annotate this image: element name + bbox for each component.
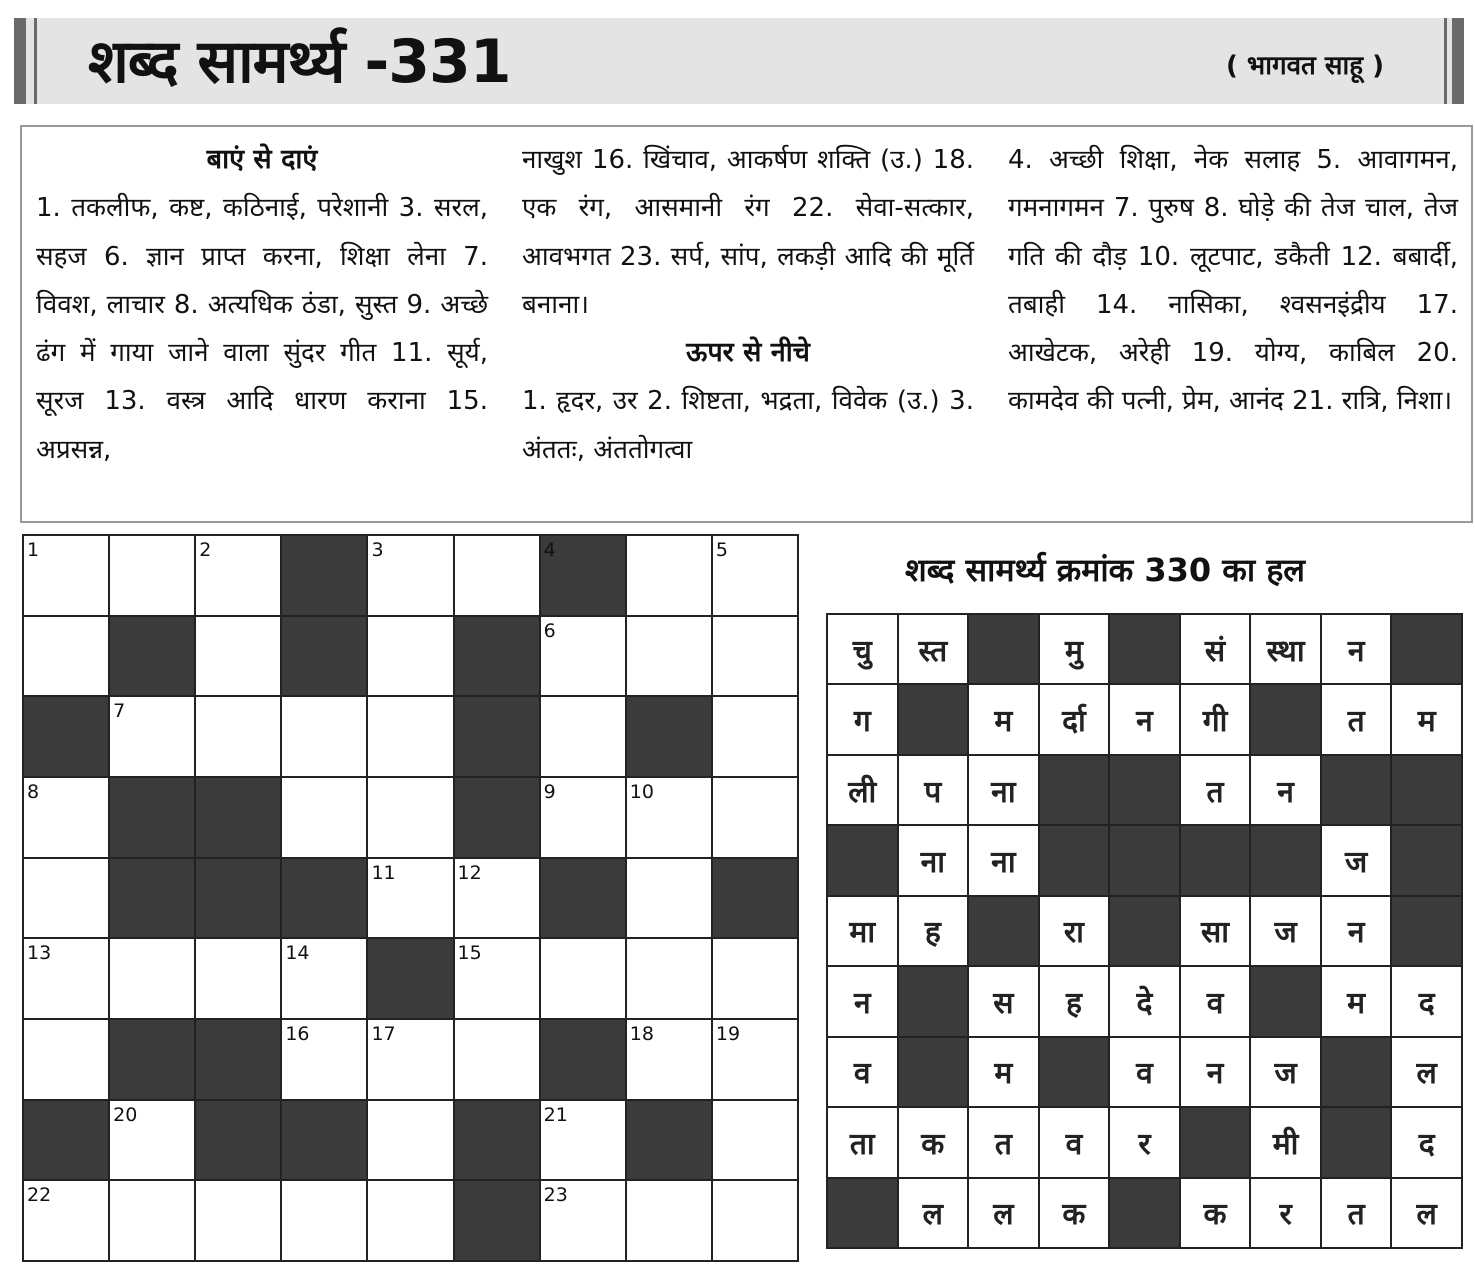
clue-number: 1 bbox=[27, 539, 40, 561]
solution-block-cell bbox=[1181, 826, 1250, 894]
solution-cell: ली bbox=[828, 756, 897, 824]
grid-cell[interactable] bbox=[196, 536, 280, 615]
solution-block-cell bbox=[1392, 897, 1461, 965]
solution-cell: ह bbox=[899, 897, 968, 965]
grid-cell[interactable] bbox=[713, 1181, 797, 1260]
clue-number: 20 bbox=[113, 1103, 138, 1126]
solution-cell: दे bbox=[1110, 967, 1179, 1035]
solution-cell: व bbox=[828, 1038, 897, 1106]
clue-number: 4 bbox=[543, 539, 556, 561]
grid-cell[interactable] bbox=[627, 1181, 711, 1260]
grid-block-cell bbox=[627, 697, 711, 776]
solution-block-cell bbox=[1040, 826, 1109, 894]
grid-cell[interactable] bbox=[196, 697, 280, 776]
grid-cell[interactable] bbox=[368, 536, 452, 615]
grid-block-cell bbox=[110, 778, 194, 857]
across-clues-part-1: 1. तकलीफ, कष्ट, कठिनाई, परेशानी 3. सरल, सहज 6. ज्ञान प्राप्त करना, शिक्षा लेना 7. विवश, लाचार 8. अत्यधिक ठंडा, सुस्त 9. अच्छे ढंग में गाया जाने वाला सुंदर गीत 11. सूर्य, सूरज 13. वस्त्र आदि धारण कराना 15. अप्रसन्न, bbox=[36, 193, 488, 465]
grid-block-cell bbox=[196, 1020, 280, 1099]
solution-block-cell bbox=[828, 1179, 897, 1247]
solution-cell: व bbox=[1040, 1108, 1109, 1176]
grid-cell[interactable] bbox=[368, 1181, 452, 1260]
grid-cell[interactable] bbox=[196, 939, 280, 1018]
clue-number: 8 bbox=[27, 780, 40, 803]
clue-number: 11 bbox=[371, 861, 396, 884]
grid-cell[interactable] bbox=[455, 1020, 539, 1099]
grid-cell[interactable] bbox=[455, 859, 539, 938]
grid-block-cell bbox=[282, 617, 366, 696]
solution-grid bbox=[826, 613, 1463, 1249]
clue-number: 19 bbox=[715, 1022, 741, 1045]
solution-cell: स्था bbox=[1251, 615, 1320, 683]
grid-cell[interactable] bbox=[541, 1101, 625, 1180]
grid-cell[interactable] bbox=[24, 1181, 108, 1260]
solution-cell: म bbox=[1392, 685, 1461, 753]
clues-column-1 bbox=[36, 136, 488, 474]
solution-block-cell bbox=[1110, 897, 1179, 965]
grid-cell[interactable] bbox=[110, 536, 194, 615]
grid-cell[interactable] bbox=[627, 617, 711, 696]
grid-block-cell bbox=[24, 1101, 108, 1180]
grid-block-cell bbox=[196, 1101, 280, 1180]
solution-cell: त bbox=[969, 1108, 1038, 1176]
clue-number: 14 bbox=[285, 942, 310, 965]
solution-cell: द bbox=[1392, 967, 1461, 1035]
solution-cell: सं bbox=[1181, 615, 1250, 683]
solution-block-cell bbox=[1251, 967, 1320, 1035]
solution-cell: रा bbox=[1040, 897, 1109, 965]
grid-block-cell bbox=[282, 536, 366, 615]
clue-number: 22 bbox=[27, 1184, 52, 1207]
solution-cell: न bbox=[1110, 685, 1179, 753]
solution-cell: ज bbox=[1322, 826, 1391, 894]
grid-block-cell bbox=[455, 1181, 539, 1260]
grid-cell[interactable] bbox=[110, 1101, 194, 1180]
grid-cell[interactable] bbox=[627, 859, 711, 938]
solution-cell: मा bbox=[828, 897, 897, 965]
solution-cell: म bbox=[969, 685, 1038, 753]
grid-cell[interactable] bbox=[455, 536, 539, 615]
solution-cell: ल bbox=[969, 1179, 1038, 1247]
solution-cell: गी bbox=[1181, 685, 1250, 753]
clue-number: 18 bbox=[629, 1022, 654, 1045]
grid-cell[interactable] bbox=[282, 778, 366, 857]
grid-block-cell bbox=[110, 1020, 194, 1099]
solution-cell: ग bbox=[828, 685, 897, 753]
solution-block-cell bbox=[1322, 1038, 1391, 1106]
grid-cell[interactable] bbox=[282, 1020, 366, 1099]
header-right-thin-bar bbox=[1444, 18, 1447, 104]
solution-cell: क bbox=[1181, 1179, 1250, 1247]
solution-block-cell bbox=[969, 615, 1038, 683]
grid-cell[interactable] bbox=[713, 778, 797, 857]
grid-block-cell bbox=[196, 778, 280, 857]
grid-cell[interactable] bbox=[24, 617, 108, 696]
solution-block-cell bbox=[1181, 1108, 1250, 1176]
solution-cell: न bbox=[1322, 897, 1391, 965]
across-clues-part-2: नाखुश 16. खिंचाव, आकर्षण शक्ति (उ.) 18. एक रंग, आसमानी रंग 22. सेवा-सत्कार, आवभगत 23. सर्प, सांप, लकड़ी आदि की मूर्ति बनाना। bbox=[522, 145, 974, 320]
grid-cell[interactable] bbox=[24, 859, 108, 938]
grid-cell[interactable] bbox=[368, 1101, 452, 1180]
grid-cell[interactable] bbox=[455, 939, 539, 1018]
grid-block-cell bbox=[24, 697, 108, 776]
solution-cell: ल bbox=[1392, 1038, 1461, 1106]
solution-cell: ना bbox=[899, 826, 968, 894]
grid-cell[interactable] bbox=[110, 939, 194, 1018]
clue-number: 15 bbox=[457, 942, 482, 965]
solution-cell: ज bbox=[1251, 897, 1320, 965]
solution-cell: स्त bbox=[899, 615, 968, 683]
crossword-grid bbox=[22, 534, 799, 1262]
grid-cell[interactable] bbox=[541, 1181, 625, 1260]
grid-cell[interactable] bbox=[541, 697, 625, 776]
solution-cell: सा bbox=[1181, 897, 1250, 965]
header-left-bar bbox=[14, 18, 26, 104]
clue-number: 2 bbox=[199, 539, 212, 561]
grid-block-cell bbox=[110, 617, 194, 696]
solution-cell: म bbox=[969, 1038, 1038, 1106]
grid-block-cell bbox=[455, 617, 539, 696]
grid-cell[interactable] bbox=[368, 859, 452, 938]
solution-cell: र्दा bbox=[1040, 685, 1109, 753]
solution-cell: त bbox=[1322, 1179, 1391, 1247]
solution-cell: न bbox=[828, 967, 897, 1035]
grid-cell[interactable] bbox=[713, 536, 797, 615]
clue-number: 21 bbox=[543, 1103, 568, 1126]
grid-cell[interactable] bbox=[282, 697, 366, 776]
solution-cell: ल bbox=[899, 1179, 968, 1247]
solution-block-cell bbox=[1110, 1179, 1179, 1247]
solution-cell: ल bbox=[1392, 1179, 1461, 1247]
solution-block-cell bbox=[1040, 756, 1109, 824]
solution-block-cell bbox=[899, 1038, 968, 1106]
solution-block-cell bbox=[1251, 685, 1320, 753]
solution-cell: क bbox=[899, 1108, 968, 1176]
solution-cell: ता bbox=[828, 1108, 897, 1176]
solution-block-cell bbox=[969, 897, 1038, 965]
grid-cell[interactable] bbox=[541, 939, 625, 1018]
solution-cell: मु bbox=[1040, 615, 1109, 683]
clue-number: 12 bbox=[457, 861, 482, 884]
grid-cell[interactable] bbox=[627, 536, 711, 615]
clue-number: 7 bbox=[113, 700, 126, 723]
solution-block-cell bbox=[1392, 615, 1461, 683]
across-heading: बाएं से दाएं bbox=[206, 144, 318, 175]
grid-cell[interactable] bbox=[282, 1181, 366, 1260]
solution-cell: न bbox=[1251, 756, 1320, 824]
grid-cell[interactable] bbox=[196, 617, 280, 696]
grid-block-cell bbox=[282, 859, 366, 938]
solution-cell: व bbox=[1110, 1038, 1179, 1106]
grid-block-cell bbox=[368, 939, 452, 1018]
grid-cell[interactable] bbox=[368, 617, 452, 696]
grid-block-cell bbox=[541, 536, 625, 615]
grid-block-cell bbox=[627, 1101, 711, 1180]
grid-cell[interactable] bbox=[196, 1181, 280, 1260]
solution-block-cell bbox=[1110, 756, 1179, 824]
solution-block-cell bbox=[899, 967, 968, 1035]
clue-number: 17 bbox=[371, 1022, 396, 1045]
grid-cell[interactable] bbox=[24, 536, 108, 615]
solution-cell: ना bbox=[969, 826, 1038, 894]
down-clues-part-2: 4. अच्छी शिक्षा, नेक सलाह 5. आवागमन, गमनागमन 7. पुरुष 8. घोड़े की तेज चाल, तेज गति की दौड़ 10. लूटपाट, डकैती 12. बबार्दी, तबाही 14. नासिका, श्वसनइंद्रीय 17. आखेटक, अरेही 19. योग्य, काबिल 20. कामदेव की पत्नी, प्रेम, आनंद 21. रात्रि, निशा। bbox=[1008, 145, 1458, 417]
solution-block-cell bbox=[1322, 756, 1391, 824]
down-heading: ऊपर से नीचे bbox=[686, 337, 810, 369]
grid-block-cell bbox=[541, 859, 625, 938]
solution-cell: प bbox=[899, 756, 968, 824]
grid-cell[interactable] bbox=[110, 697, 194, 776]
clues-column-2 bbox=[522, 136, 974, 474]
grid-cell[interactable] bbox=[282, 939, 366, 1018]
solution-cell: र bbox=[1110, 1108, 1179, 1176]
header-left-thin-bar bbox=[34, 18, 37, 104]
solution-cell: र bbox=[1251, 1179, 1320, 1247]
solution-cell: न bbox=[1181, 1038, 1250, 1106]
solution-block-cell bbox=[1322, 1108, 1391, 1176]
solution-cell: त bbox=[1181, 756, 1250, 824]
grid-cell[interactable] bbox=[24, 778, 108, 857]
solution-cell: व bbox=[1181, 967, 1250, 1035]
grid-cell[interactable] bbox=[713, 939, 797, 1018]
grid-block-cell bbox=[541, 1020, 625, 1099]
clue-number: 5 bbox=[715, 539, 728, 561]
clue-number: 3 bbox=[371, 539, 384, 561]
solution-cell: ज bbox=[1251, 1038, 1320, 1106]
clue-number: 10 bbox=[629, 780, 654, 803]
grid-block-cell bbox=[196, 859, 280, 938]
grid-cell[interactable] bbox=[713, 1020, 797, 1099]
grid-block-cell bbox=[713, 859, 797, 938]
down-clues-part-1: 1. हृदर, उर 2. शिष्टता, भद्रता, विवेक (उ.) 3. अंततः, अंततोगत्वा bbox=[522, 386, 974, 465]
grid-cell[interactable] bbox=[24, 1020, 108, 1099]
grid-cell[interactable] bbox=[110, 1181, 194, 1260]
grid-cell[interactable] bbox=[713, 1101, 797, 1180]
solution-block-cell bbox=[899, 685, 968, 753]
grid-cell[interactable] bbox=[627, 939, 711, 1018]
solution-cell: ना bbox=[969, 756, 1038, 824]
solution-block-cell bbox=[1251, 826, 1320, 894]
grid-cell[interactable] bbox=[713, 697, 797, 776]
solution-block-cell bbox=[828, 826, 897, 894]
solution-title: शब्द सामर्थ्य क्रमांक 330 का हल bbox=[905, 551, 1306, 589]
solution-cell: क bbox=[1040, 1179, 1109, 1247]
solution-block-cell bbox=[1110, 826, 1179, 894]
grid-cell[interactable] bbox=[368, 1020, 452, 1099]
solution-cell: चु bbox=[828, 615, 897, 683]
grid-cell[interactable] bbox=[24, 939, 108, 1018]
grid-cell[interactable] bbox=[713, 617, 797, 696]
solution-cell: मी bbox=[1251, 1108, 1320, 1176]
grid-block-cell bbox=[455, 778, 539, 857]
solution-cell: द bbox=[1392, 1108, 1461, 1176]
grid-cell[interactable] bbox=[368, 697, 452, 776]
solution-cell: म bbox=[1322, 967, 1391, 1035]
page-title: शब्द सामर्थ्य -331 bbox=[88, 27, 511, 97]
solution-cell: स bbox=[969, 967, 1038, 1035]
grid-block-cell bbox=[455, 1101, 539, 1180]
grid-cell[interactable] bbox=[627, 1020, 711, 1099]
grid-cell[interactable] bbox=[368, 778, 452, 857]
solution-cell: न bbox=[1322, 615, 1391, 683]
clues-column-3 bbox=[1008, 136, 1458, 426]
grid-cell[interactable] bbox=[541, 778, 625, 857]
grid-block-cell bbox=[455, 697, 539, 776]
clue-number: 9 bbox=[543, 780, 556, 803]
solution-cell: त bbox=[1322, 685, 1391, 753]
clue-number: 16 bbox=[285, 1022, 310, 1045]
solution-block-cell bbox=[1110, 615, 1179, 683]
grid-block-cell bbox=[282, 1101, 366, 1180]
clue-number: 6 bbox=[543, 619, 556, 642]
solution-cell: ह bbox=[1040, 967, 1109, 1035]
grid-cell[interactable] bbox=[627, 778, 711, 857]
grid-cell[interactable] bbox=[541, 617, 625, 696]
grid-block-cell bbox=[110, 859, 194, 938]
author-byline: ( भागवत साहू ) bbox=[1226, 51, 1384, 81]
clue-number: 13 bbox=[27, 942, 52, 965]
clue-number: 23 bbox=[543, 1184, 568, 1207]
header-right-bar bbox=[1452, 18, 1464, 104]
solution-block-cell bbox=[1392, 756, 1461, 824]
solution-block-cell bbox=[1040, 1038, 1109, 1106]
solution-block-cell bbox=[1392, 826, 1461, 894]
